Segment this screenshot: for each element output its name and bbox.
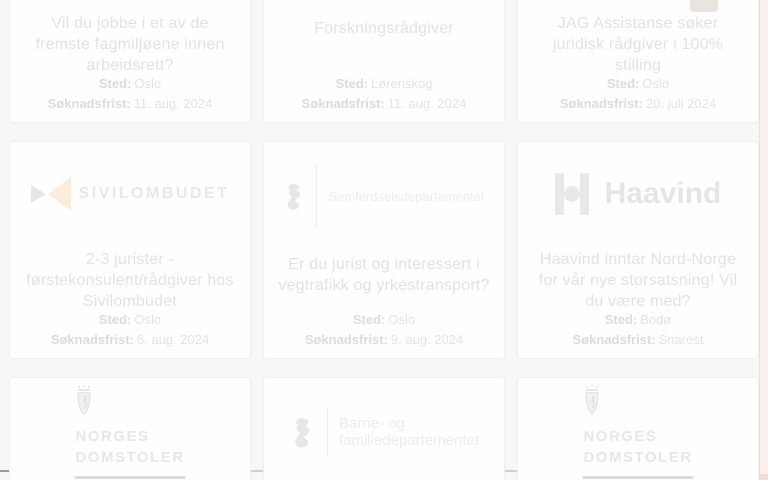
haavind-h-icon	[555, 173, 589, 215]
haavind-logo	[555, 173, 722, 215]
employer-logo-area	[530, 384, 746, 480]
department-name-line1: Barne- og	[338, 415, 405, 432]
employer-logo-area	[276, 384, 492, 480]
domstoler-line1: NORGES	[75, 428, 150, 445]
norway-lion-icon	[289, 415, 316, 449]
deadline-label: Søknadsfrist:	[50, 332, 134, 347]
location-label: Sted:	[604, 312, 638, 327]
logo-divider	[316, 164, 317, 228]
norges-domstoler-logo	[75, 385, 184, 479]
logo-divider	[327, 409, 328, 455]
employer-logo-area	[22, 148, 238, 239]
job-meta	[573, 312, 704, 358]
deadline-value: Snarest	[658, 332, 704, 347]
location-label: Sted:	[352, 312, 386, 327]
job-card[interactable]	[9, 0, 251, 123]
location-value: Oslo	[388, 312, 416, 327]
job-card[interactable]	[517, 141, 759, 359]
deadline-value: 6. aug. 2024	[136, 332, 210, 347]
department-name-line2: familiedepartementet	[338, 432, 480, 449]
samferdselsdepartementet-logo	[283, 164, 484, 228]
deadline-label: Søknadsfrist:	[304, 332, 388, 347]
norway-lion-icon	[283, 181, 305, 211]
job-card[interactable]	[517, 0, 759, 123]
job-title: Er du jurist og interessert i vegtrafikk og yrkestransport?	[278, 256, 490, 294]
job-title: Haavind inntar Nord-Norge for vår nye storsatsning! Vil du være med?	[538, 251, 738, 310]
domstoler-line2: DOMSTOLER	[583, 449, 693, 466]
job-meta	[51, 312, 209, 358]
deadline-value: 11. aug. 2024	[387, 96, 467, 111]
job-card[interactable]	[9, 141, 251, 359]
location-label: Sted:	[335, 76, 369, 91]
job-card[interactable]	[263, 377, 505, 480]
location-value: Oslo	[642, 76, 670, 91]
sivilombudet-arrows-icon	[31, 177, 71, 211]
department-name	[339, 415, 479, 449]
jag-assistanse-logo	[690, 0, 718, 12]
location-label: Sted:	[98, 312, 132, 327]
job-card[interactable]	[263, 141, 505, 359]
employer-logo-area	[276, 0, 492, 8]
norges-domstoler-logo	[583, 385, 692, 479]
job-card[interactable]	[517, 377, 759, 480]
location-value: Lørenskog	[371, 76, 433, 91]
job-card[interactable]	[9, 377, 251, 480]
right-edge-strip	[759, 0, 768, 480]
deadline-label: Søknadsfrist:	[47, 96, 131, 111]
deadline-value: 11. aug. 2024	[133, 96, 213, 111]
location-label: Sted:	[606, 76, 640, 91]
domstoler-underline	[75, 476, 184, 479]
deadline-value: 20. juli 2024	[645, 96, 717, 111]
sivilombudet-logo	[31, 177, 230, 211]
domstoler-line2: DOMSTOLER	[75, 449, 185, 466]
job-title: Vil du jobbe i et av de fremste fagmiljøene innen arbeidsrett?	[35, 15, 225, 74]
location-value: Oslo	[134, 312, 162, 327]
job-meta	[48, 76, 213, 122]
location-label: Sted:	[98, 76, 132, 91]
location-value: Oslo	[134, 76, 162, 91]
employer-logo-area	[530, 148, 746, 239]
employer-logo-area	[22, 384, 238, 480]
job-title: Forskningsrådgiver	[314, 20, 454, 37]
employer-logo-area	[530, 0, 746, 3]
job-meta	[305, 312, 463, 358]
job-card-grid	[9, 0, 759, 480]
job-title: 2-3 jurister - førstekonsulent/rådgiver hos Sivilombudet	[26, 251, 234, 310]
deadline-label: Søknadsfrist:	[559, 96, 643, 111]
deadline-label: Søknadsfrist:	[301, 96, 385, 111]
deadline-value: 9. aug. 2024	[390, 332, 464, 347]
barne-og-familiedepartementet-logo	[289, 409, 479, 455]
employer-logo-area	[276, 148, 492, 244]
employer-logo-area	[22, 0, 238, 3]
court-shield-icon	[583, 385, 601, 419]
deadline-label: Søknadsfrist:	[572, 332, 656, 347]
domstoler-underline	[583, 476, 692, 479]
right-edge-strip-accent	[760, 474, 768, 480]
department-name: Samferdselsdepartementet	[328, 188, 485, 204]
sivilombudet-wordmark: SIVILOMBUDET	[78, 184, 230, 202]
job-card[interactable]	[263, 0, 505, 123]
job-meta	[560, 76, 716, 122]
job-title: JAG Assistanse søker juridisk rådgiver i 100% stilling	[552, 15, 724, 74]
domstoler-line1: NORGES	[583, 428, 658, 445]
job-meta	[302, 76, 467, 122]
haavind-wordmark: Haavind	[604, 176, 722, 210]
court-shield-icon	[75, 385, 93, 419]
location-value: Bodø	[640, 312, 672, 327]
